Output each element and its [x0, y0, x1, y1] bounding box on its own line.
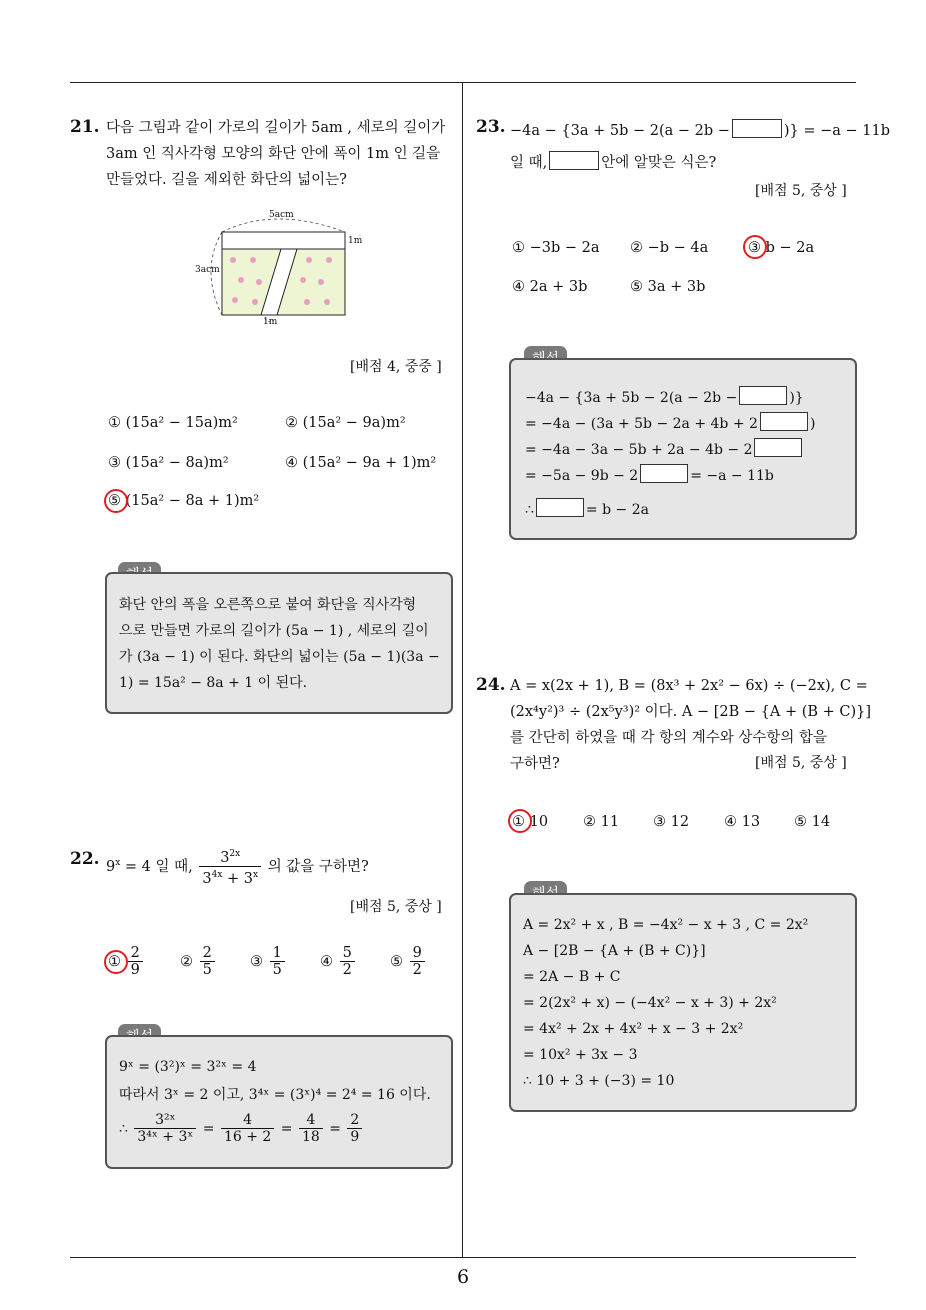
top-rule — [70, 82, 856, 83]
option-label: ⑤ — [390, 954, 403, 970]
q24-solution-box — [509, 893, 857, 1112]
q23-line2-a: 일 때, — [510, 155, 548, 171]
column-divider — [462, 82, 463, 1257]
page-number: 6 — [456, 1266, 470, 1288]
solution-line: = 10x² + 3x − 3 — [523, 1047, 638, 1063]
answer-blank — [739, 386, 787, 405]
solution-line: = 2(2x² + x) − (−4x² − x + 3) + 2x² — [523, 995, 777, 1011]
solution-line: 화단 안의 폭을 오른쪽으로 붙여 화단을 직사각형 — [119, 597, 417, 613]
sol-frac-num: 4 — [221, 1112, 274, 1129]
figure-top-label: 5acm — [269, 210, 294, 220]
sol-frac-num: 2 — [347, 1112, 362, 1129]
q22-pre-exp: x — [115, 858, 121, 868]
figure-left-label: 3acm — [195, 265, 220, 275]
option-num: 5 — [340, 945, 355, 962]
option-num: 2 — [128, 945, 143, 962]
option-num: 2 — [200, 945, 215, 962]
q22-option-2[interactable] — [180, 945, 217, 979]
answer-mark-circle — [104, 950, 128, 974]
q24-option-2[interactable]: ② 11 — [583, 814, 620, 830]
q22-frac-den-exp2: x — [253, 869, 259, 880]
solution-line: 가 (3a − 1) 이 된다. 화단의 넓이는 (5a − 1)(3a − — [119, 649, 440, 665]
option-label: ② — [180, 954, 193, 970]
q23-option-2[interactable]: ② −b − 4a — [630, 240, 709, 256]
question-23-score: [배점 5, 중상 ] — [755, 183, 847, 199]
solution-line: A − [2B − {A + (B + C)}] — [523, 943, 706, 959]
question-24-line: 를 간단히 하였을 때 각 항의 계수와 상수항의 합을 — [510, 730, 828, 746]
therefore-symbol: ∴ — [119, 1121, 128, 1137]
sol-expr-a: −4a − {3a + 5b − 2(a − 2b − — [525, 390, 738, 406]
solution-line — [525, 464, 774, 484]
question-21-line: 3am 인 직사각형 모양의 화단 안에 폭이 1m 인 길을 — [106, 146, 441, 162]
sol-expr-a: = −4a − 3a − 5b + 2a − 4b − 2 — [525, 442, 753, 458]
question-24-score: [배점 5, 중상 ] — [755, 755, 847, 771]
solution-line: = 2A − B + C — [523, 969, 621, 985]
q23-option-3[interactable]: ③ b − 2a — [748, 240, 815, 256]
solution-line: 따라서 3ˣ = 2 이고, 3⁴ˣ = (3ˣ)⁴ = 2⁴ = 16 이다. — [119, 1087, 431, 1103]
answer-blank — [536, 498, 584, 517]
q22-post: 의 값을 구하면? — [267, 858, 369, 875]
sol-expr-b: )} — [789, 390, 804, 406]
solution-line — [525, 412, 815, 432]
q22-frac-den-exp1: 4x — [211, 869, 223, 880]
solution-line: = 4x² + 2x + 4x² + x − 3 + 2x² — [523, 1021, 744, 1037]
question-24-line: (2x⁴y²)³ ÷ (2x⁵y³)² 이다. A − [2B − {A + (B + C)}] — [510, 704, 872, 720]
solution-line: A = 2x² + x , B = −4x² − x + 3 , C = 2x² — [523, 917, 809, 933]
solution-line: ∴ $\frac{\text{3²ˣ}}{\text{3⁴ˣ + 3ˣ}}$ = $\frac{4}{16 + 2}$ = $\frac{4}{18}$ = $\frac{2}{9}$ — [119, 1112, 364, 1146]
solution-line: 9ˣ = (3²)ˣ = 3²ˣ = 4 — [119, 1059, 257, 1075]
option-num: 1 — [270, 945, 285, 962]
solution-line: ∴ 10 + 3 + (−3) = 10 — [523, 1073, 675, 1089]
question-22-number: 22. — [70, 849, 100, 869]
q24-option-3[interactable]: ③ 12 — [653, 814, 690, 830]
solution-line — [525, 386, 804, 406]
answer-blank — [760, 412, 808, 431]
q21-option-4[interactable]: ④ (15a² − 9a + 1)m² — [285, 455, 437, 471]
sol-frac-num: 4 — [299, 1112, 323, 1129]
question-24-line: 구하면? — [510, 756, 560, 772]
option-den: 2 — [342, 962, 352, 978]
q21-option-2[interactable]: ② (15a² − 9a)m² — [285, 415, 406, 431]
question-21-number: 21. — [70, 117, 100, 137]
q23-solution-box — [509, 358, 857, 540]
question-21-score: [배점 4, 중중 ] — [350, 359, 442, 375]
question-23-line-1 — [510, 118, 890, 144]
sol-expr-b: = b − 2a — [585, 502, 649, 518]
sol-expr-b: ) — [809, 416, 816, 432]
question-24-number: 24. — [476, 675, 506, 695]
garden-figure — [195, 210, 370, 330]
q22-frac-den-mid: + 3 — [222, 870, 253, 887]
option-den: 9 — [130, 962, 140, 978]
answer-mark-circle — [104, 489, 128, 513]
q23-expr-a: −4a − {3a + 5b − 2(a − 2b − — [510, 123, 730, 139]
option-den: 5 — [202, 962, 212, 978]
q23-option-1[interactable]: ① −3b − 2a — [512, 240, 600, 256]
question-21-text — [106, 115, 445, 193]
sol-frac-den: 9 — [350, 1129, 360, 1145]
solution-line — [525, 498, 649, 518]
q22-solution-box — [105, 1035, 453, 1169]
question-22-text — [106, 846, 369, 888]
q21-option-3[interactable]: ③ (15a² − 8a)m² — [108, 455, 229, 471]
q21-option-1[interactable]: ① (15a² − 15a)m² — [108, 415, 238, 431]
q22-frac-den: 3 — [202, 870, 212, 887]
q24-option-4[interactable]: ④ 13 — [724, 814, 761, 830]
figure-right-label: 1m — [348, 236, 363, 246]
q23-option-4[interactable]: ④ 2a + 3b — [512, 279, 588, 295]
sol-frac-den: 16 + 2 — [223, 1129, 272, 1145]
q22-frac-num: 3 — [220, 849, 230, 866]
option-label: ① — [108, 954, 121, 970]
sol-frac-num: 3²ˣ — [134, 1112, 196, 1129]
answer-blank — [549, 151, 599, 170]
option-label: ④ — [320, 954, 333, 970]
q22-pre-rest: = 4 일 때, — [120, 858, 198, 875]
answer-mark-circle — [743, 235, 767, 259]
therefore-symbol: ∴ — [525, 502, 534, 518]
q22-option-3[interactable] — [250, 945, 287, 979]
q23-line2-b: 안에 알맞은 식은? — [601, 155, 717, 171]
question-24-line: A = x(2x + 1), B = (8x³ + 2x² − 6x) ÷ (−2x), C = — [510, 678, 868, 694]
q24-option-1[interactable]: ① 10 — [512, 814, 549, 830]
answer-mark-circle — [508, 809, 532, 833]
answer-blank — [754, 438, 802, 457]
sol-expr-a: = −5a − 9b − 2 — [525, 468, 639, 484]
option-label: ③ — [250, 954, 263, 970]
sol-frac-den: 18 — [301, 1129, 320, 1145]
question-23-number: 23. — [476, 117, 506, 137]
question-23-line-2 — [510, 150, 716, 176]
option-den: 2 — [412, 962, 422, 978]
answer-blank — [640, 464, 688, 483]
q22-option-5[interactable] — [390, 945, 427, 979]
bottom-rule — [70, 1257, 856, 1258]
figure-bottom-label: 1m — [263, 317, 278, 327]
sol-frac-den: 3⁴ˣ + 3ˣ — [137, 1129, 194, 1145]
q22-fraction — [199, 846, 261, 888]
solution-line: 1) = 15a² − 8a + 1 이 된다. — [119, 675, 308, 691]
q23-expr-b: )} = −a − 11b — [783, 123, 891, 139]
option-num: 9 — [410, 945, 425, 962]
answer-blank — [732, 119, 782, 138]
solution-line — [525, 438, 804, 458]
q22-option-4[interactable] — [320, 945, 357, 979]
q21-option-5[interactable]: ⑤ (15a² − 8a + 1)m² — [108, 493, 260, 509]
q21-solution-box — [105, 572, 453, 714]
option-den: 5 — [272, 962, 282, 978]
question-21-line: 만들었다. 길을 제외한 화단의 넓이는? — [106, 172, 347, 188]
q22-pre: 9 — [106, 858, 116, 875]
q24-option-5[interactable]: ⑤ 14 — [794, 814, 831, 830]
q22-frac-num-exp: 2x — [229, 849, 241, 859]
question-21-line: 다음 그림과 같이 가로의 길이가 5am , 세로의 길이가 — [106, 120, 446, 136]
solution-line: 으로 만들면 가로의 길이가 (5a − 1) , 세로의 길이 — [119, 623, 429, 639]
q23-option-5[interactable]: ⑤ 3a + 3b — [630, 279, 706, 295]
question-22-score: [배점 5, 중상 ] — [350, 899, 442, 915]
garden-diagram — [195, 210, 370, 330]
sol-expr-b: = −a − 11b — [690, 468, 774, 484]
sol-expr-a: = −4a − (3a + 5b − 2a + 4b + 2 — [525, 416, 758, 432]
